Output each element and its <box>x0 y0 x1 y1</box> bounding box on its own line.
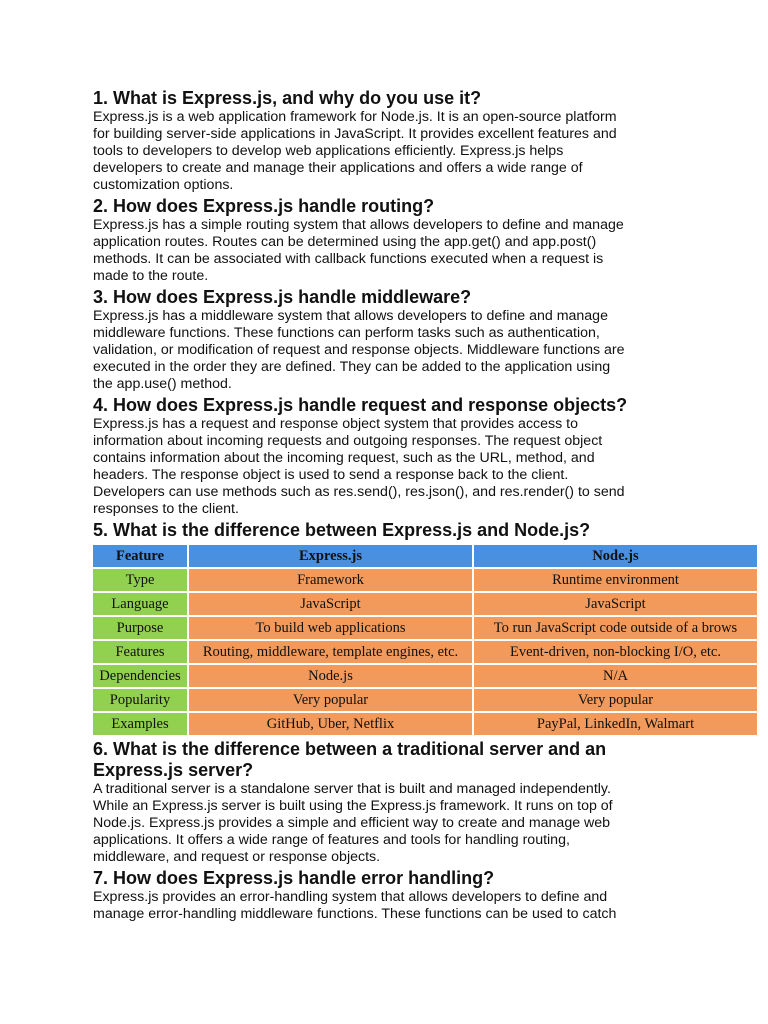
paragraph-line: tools to developers to develop web applications efficiently. Express.js helps <box>93 143 564 159</box>
paragraph-line: customization options. <box>93 177 234 193</box>
paragraph-line: Express.js is a web application framework for Node.js. It is an open-source platform <box>93 109 617 125</box>
section-4 <box>93 395 768 518</box>
paragraph-line: information about incoming requests and outgoing responses. The request object <box>93 433 603 449</box>
table-row <box>93 569 757 591</box>
table-row <box>93 665 757 687</box>
paragraph-line: Express.js has a request and response object system that provides access to <box>93 416 578 432</box>
express-cell: GitHub, Uber, Netflix <box>189 713 472 735</box>
feature-cell: Popularity <box>93 689 187 711</box>
section-heading: 5. What is the difference between Express.js and Node.js? <box>93 520 591 540</box>
section-heading: 4. How does Express.js handle request and response objects? <box>93 395 628 415</box>
paragraph-line: applications. It offers a wide range of features and tools for handling routing, <box>93 832 570 848</box>
node-cell: N/A <box>474 665 757 687</box>
express-cell: Routing, middleware, template engines, etc. <box>189 641 472 663</box>
paragraph-line: for building server-side applications in JavaScript. It provides excellent features and <box>93 126 617 142</box>
node-cell: PayPal, LinkedIn, Walmart <box>474 713 757 735</box>
table-row <box>93 713 757 735</box>
section-6 <box>93 739 768 866</box>
paragraph-line: developers to create and manage their applications and offers a wide range of <box>93 160 583 176</box>
section-7 <box>93 868 768 923</box>
paragraph-line: A traditional server is a standalone server that is built and managed independently. <box>93 781 611 797</box>
header-feature: Feature <box>93 545 187 567</box>
paragraph-line: middleware, and request or response objects. <box>93 849 381 865</box>
header-nodejs: Node.js <box>474 545 757 567</box>
paragraph-line: manage error-handling middleware functions. These functions can be used to catch <box>93 906 617 922</box>
table-row <box>93 689 757 711</box>
paragraph-line: Express.js has a middleware system that allows developers to define and manage <box>93 308 608 324</box>
paragraph-line: Express.js has a simple routing system that allows developers to define and manage <box>93 217 624 233</box>
section-heading: 3. How does Express.js handle middleware? <box>93 287 472 307</box>
paragraph-line: methods. It can be associated with callback functions executed when a request is <box>93 251 604 267</box>
section-heading: 1. What is Express.js, and why do you use it? <box>93 88 482 108</box>
table-row <box>93 617 757 639</box>
node-cell: Very popular <box>474 689 757 711</box>
section-1 <box>93 88 768 194</box>
paragraph-line: application routes. Routes can be determined using the app.get() and app.post() <box>93 234 597 250</box>
table-row <box>93 593 757 615</box>
paragraph-line: Node.js. Express.js provides a simple and efficient way to create and manage web <box>93 815 611 831</box>
table-row <box>93 641 757 663</box>
paragraph-line: Express.js provides an error-handling system that allows developers to define and <box>93 889 608 905</box>
comparison-table-wrapper <box>93 543 768 737</box>
section-heading: 7. How does Express.js handle error handling? <box>93 868 495 888</box>
node-cell: JavaScript <box>474 593 757 615</box>
table-header-row <box>93 545 757 567</box>
paragraph-line: headers. The response object is used to send a response back to the client. <box>93 467 569 483</box>
section-heading: 6. What is the difference between a traditional server and an <box>93 739 607 759</box>
paragraph-line: Developers can use methods such as res.send(), res.json(), and res.render() to send <box>93 484 625 500</box>
paragraph-line: the app.use() method. <box>93 376 232 392</box>
express-cell: JavaScript <box>189 593 472 615</box>
feature-cell: Features <box>93 641 187 663</box>
paragraph-line: contains information about the incoming request, such as the URL, method, and <box>93 450 595 466</box>
feature-cell: Language <box>93 593 187 615</box>
feature-cell: Dependencies <box>93 665 187 687</box>
paragraph-line: executed in the order they are defined. They can be added to the application using <box>93 359 611 375</box>
node-cell: To run JavaScript code outside of a brows <box>474 617 757 639</box>
paragraph-line: While an Express.js server is built using the Express.js framework. It runs on top of <box>93 798 613 814</box>
document-page <box>93 88 768 925</box>
section-3 <box>93 287 768 393</box>
express-cell: To build web applications <box>189 617 472 639</box>
comparison-table <box>93 543 759 737</box>
feature-cell: Examples <box>93 713 187 735</box>
section-5 <box>93 520 768 737</box>
section-2 <box>93 196 768 285</box>
paragraph-line: responses to the client. <box>93 501 239 517</box>
paragraph-line: made to the route. <box>93 268 209 284</box>
section-heading-continued: Express.js server? <box>93 760 254 780</box>
express-cell: Framework <box>189 569 472 591</box>
section-heading: 2. How does Express.js handle routing? <box>93 196 435 216</box>
feature-cell: Purpose <box>93 617 187 639</box>
paragraph-line: middleware functions. These functions can perform tasks such as authentication, <box>93 325 600 341</box>
express-cell: Node.js <box>189 665 472 687</box>
node-cell: Event-driven, non-blocking I/O, etc. <box>474 641 757 663</box>
express-cell: Very popular <box>189 689 472 711</box>
paragraph-line: validation, or modification of request and response objects. Middleware functions are <box>93 342 625 358</box>
node-cell: Runtime environment <box>474 569 757 591</box>
feature-cell: Type <box>93 569 187 591</box>
header-expressjs: Express.js <box>189 545 472 567</box>
